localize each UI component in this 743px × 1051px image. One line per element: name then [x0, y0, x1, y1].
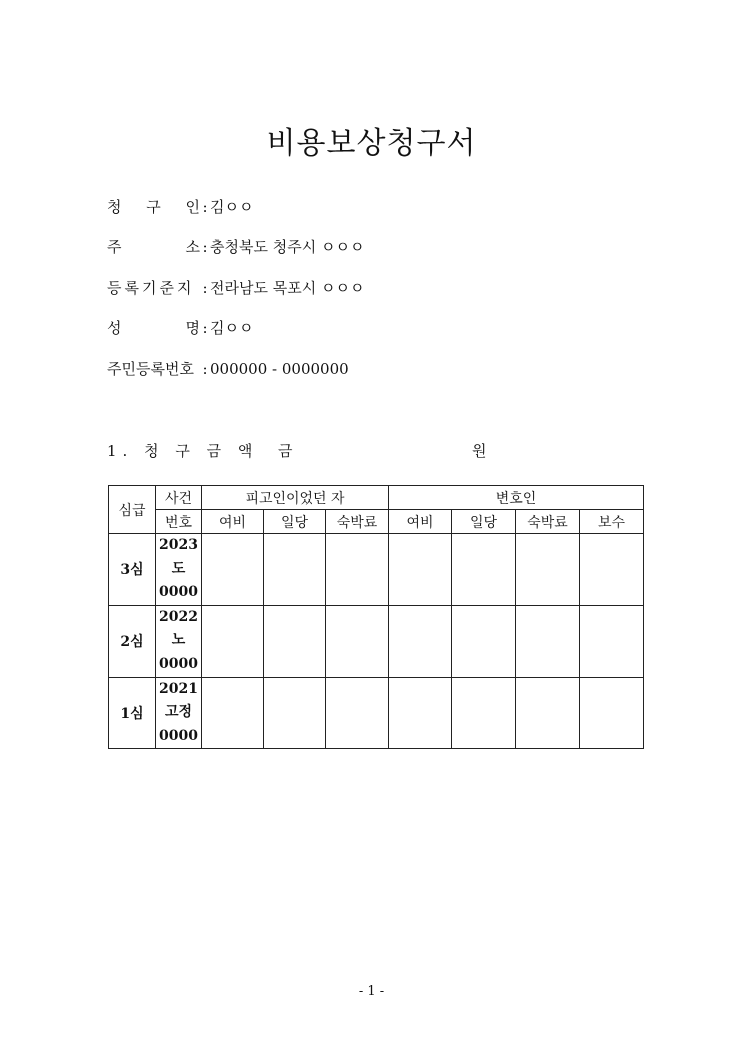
name-row [107, 317, 253, 339]
table-row [109, 677, 644, 749]
cell-defendant-lodging[interactable] [326, 534, 389, 606]
registered-domicile-colon: : [202, 279, 208, 297]
row-case-number: 2021 고정 0000 [156, 677, 202, 749]
cell-counsel-fee[interactable] [580, 605, 644, 677]
cell-defendant-travel[interactable] [202, 677, 264, 749]
claimant-value: 김ㅇㅇ [210, 198, 254, 216]
header-case-top: 사건 [156, 486, 202, 510]
header-counsel-fee: 보수 [580, 510, 644, 534]
cell-counsel-lodging[interactable] [516, 677, 580, 749]
row-case-number: 2023 도 0000 [156, 534, 202, 606]
name-label: 성 명 [107, 319, 200, 337]
address-colon: : [202, 238, 208, 256]
name-colon: : [202, 319, 208, 337]
resident-number-row [107, 358, 349, 380]
cell-defendant-travel[interactable] [202, 605, 264, 677]
header-defendant-travel: 여비 [202, 510, 264, 534]
cell-defendant-travel[interactable] [202, 534, 264, 606]
cell-counsel-daily[interactable] [452, 677, 516, 749]
header-counsel-group: 변호인 [389, 486, 644, 510]
table-row [109, 605, 644, 677]
cell-counsel-daily[interactable] [452, 534, 516, 606]
row-case-number: 2022 노 0000 [156, 605, 202, 677]
header-case-bottom: 번호 [156, 510, 202, 534]
cell-defendant-daily[interactable] [264, 677, 326, 749]
cell-defendant-daily[interactable] [264, 534, 326, 606]
header-counsel-daily: 일당 [452, 510, 516, 534]
claimant-colon: : [202, 198, 208, 216]
row-level: 3심 [109, 534, 156, 606]
row-level: 2심 [109, 605, 156, 677]
table-header-row [109, 486, 644, 510]
claim-amount-label: 금 [278, 442, 293, 460]
address-row [107, 236, 364, 258]
resident-number-label: 주민등록번호 [107, 360, 194, 378]
page-number: - 1 - [358, 984, 385, 999]
claimant-row [107, 196, 253, 218]
claim-amount-currency: 원 [472, 442, 487, 460]
cell-counsel-lodging[interactable] [516, 534, 580, 606]
header-defendant-group: 피고인이었던 자 [202, 486, 389, 510]
header-defendant-lodging: 숙박료 [326, 510, 389, 534]
cell-defendant-daily[interactable] [264, 605, 326, 677]
registered-domicile-row [107, 277, 364, 299]
cell-counsel-travel[interactable] [389, 677, 452, 749]
registered-domicile-label: 등록기준지 [107, 279, 195, 297]
claimant-label: 청 구 인 [107, 198, 200, 216]
cell-counsel-lodging[interactable] [516, 605, 580, 677]
table-row [109, 534, 644, 606]
address-value: 충청북도 청주시 ㅇㅇㅇ [210, 238, 365, 256]
cell-counsel-travel[interactable] [389, 605, 452, 677]
cell-counsel-daily[interactable] [452, 605, 516, 677]
table-subheader-row [109, 510, 644, 534]
row-level: 1심 [109, 677, 156, 749]
address-label: 주 소 [107, 238, 200, 256]
name-value: 김ㅇㅇ [210, 319, 254, 337]
header-level: 심급 [109, 486, 156, 534]
registered-domicile-value: 전라남도 목포시 ㅇㅇㅇ [210, 279, 365, 297]
resident-number-colon: : [202, 360, 208, 378]
resident-number-value: 000000 - 0000000 [210, 360, 349, 378]
claim-amount-heading: 1. 청 구 금 액 [107, 442, 259, 460]
cell-defendant-lodging[interactable] [326, 677, 389, 749]
document-title: 비용보상청구서 [266, 126, 477, 161]
cell-defendant-lodging[interactable] [326, 605, 389, 677]
header-counsel-travel: 여비 [389, 510, 452, 534]
header-defendant-daily: 일당 [264, 510, 326, 534]
cell-counsel-travel[interactable] [389, 534, 452, 606]
cost-table [108, 485, 644, 749]
cell-counsel-fee[interactable] [580, 534, 644, 606]
header-counsel-lodging: 숙박료 [516, 510, 580, 534]
cell-counsel-fee[interactable] [580, 677, 644, 749]
